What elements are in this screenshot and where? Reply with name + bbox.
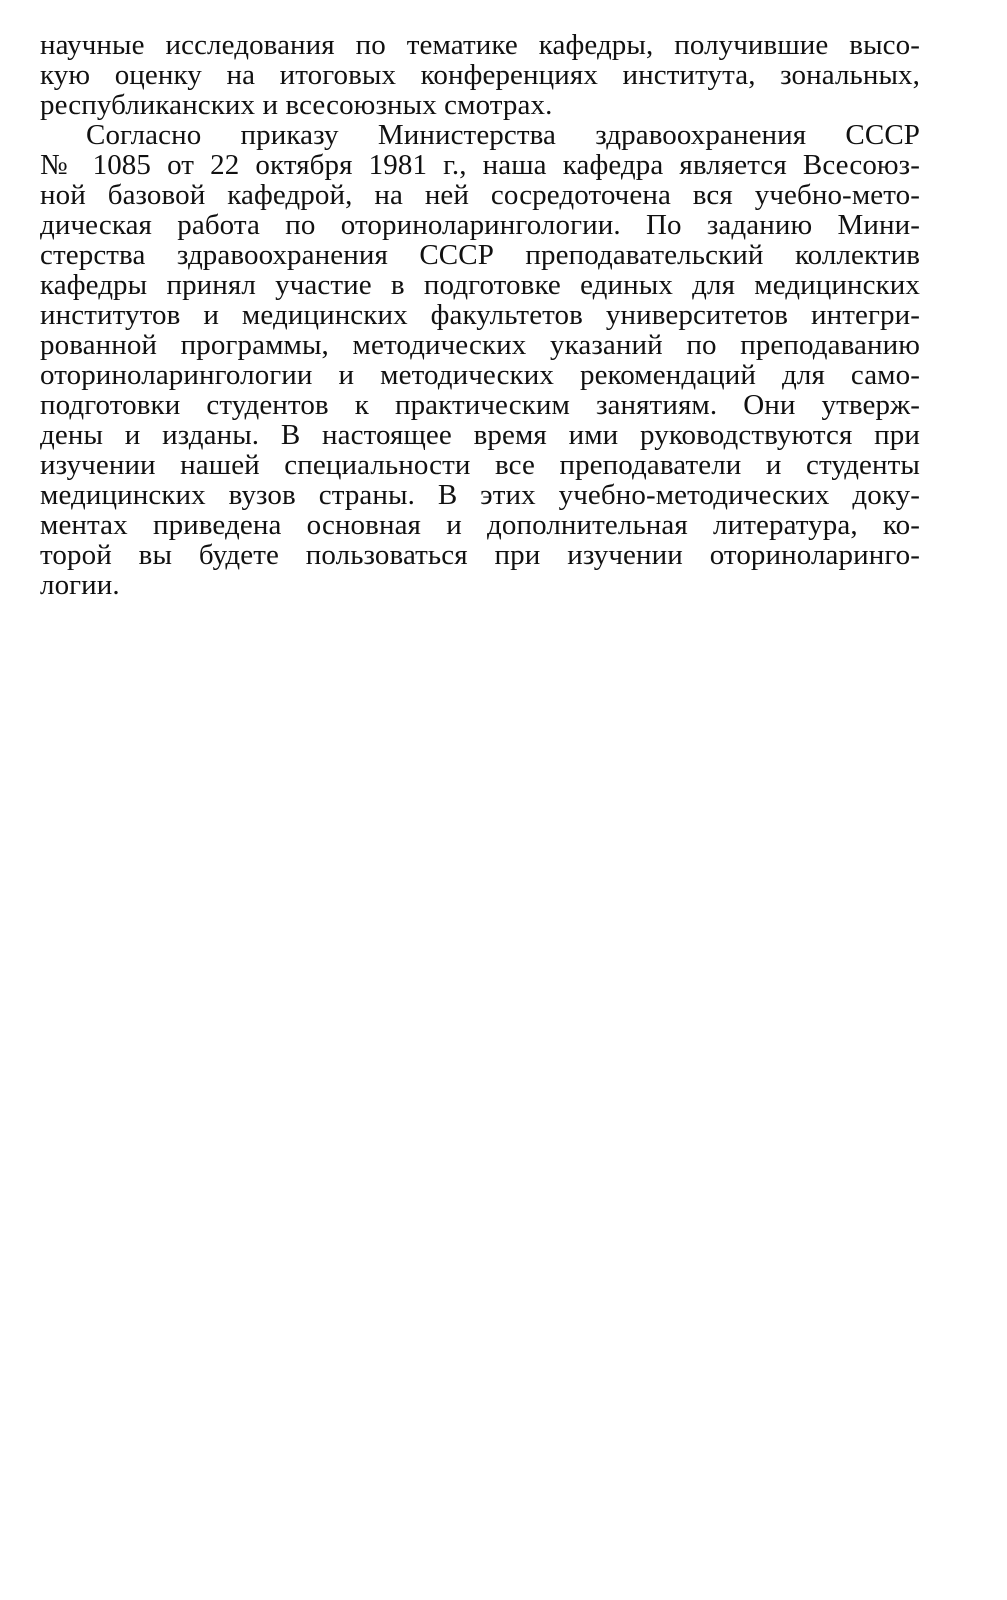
paragraph-2: [40, 120, 920, 600]
text-line: научные исследования по тематике кафедры, получившие высо-: [40, 29, 920, 61]
text-line: институтов и медицинских факультетов университетов интегри-: [40, 299, 920, 331]
text-line: стерства здравоохранения СССР преподавательский коллектив: [40, 239, 920, 271]
text-line: изучении нашей специальности все преподаватели и студенты: [40, 449, 920, 481]
text-line: торой вы будете пользоваться при изучении оториноларинго-: [40, 539, 920, 571]
text-line: кафедры принял участие в подготовке единых для медицинских: [40, 269, 920, 301]
text-line: дены и изданы. В настоящее время ими руководствуются при: [40, 419, 920, 451]
text-line: медицинских вузов страны. В этих учебно-методических доку-: [40, 479, 920, 511]
text-line: подготовки студентов к практическим занятиям. Они утверж-: [40, 389, 920, 421]
text-line: Согласно приказу Министерства здравоохранения СССР: [86, 119, 920, 151]
text-line: оториноларингологии и методических рекомендаций для само-: [40, 359, 920, 391]
document-page: [40, 30, 920, 600]
text-line: рованной программы, методических указаний по преподаванию: [40, 329, 920, 361]
text-line: логии.: [40, 569, 120, 601]
text-line: республиканских и всесоюзных смотрах.: [40, 89, 553, 121]
text-line: кую оценку на итоговых конференциях института, зональных,: [40, 59, 920, 91]
text-line: № 1085 от 22 октября 1981 г., наша кафедра является Всесоюз-: [40, 149, 920, 181]
text-line: дическая работа по оториноларингологии. По заданию Мини-: [40, 209, 920, 241]
paragraph-1: [40, 30, 920, 120]
text-line: ной базовой кафедрой, на ней сосредоточена вся учебно-мето-: [40, 179, 920, 211]
text-line: ментах приведена основная и дополнительная литература, ко-: [40, 509, 920, 541]
